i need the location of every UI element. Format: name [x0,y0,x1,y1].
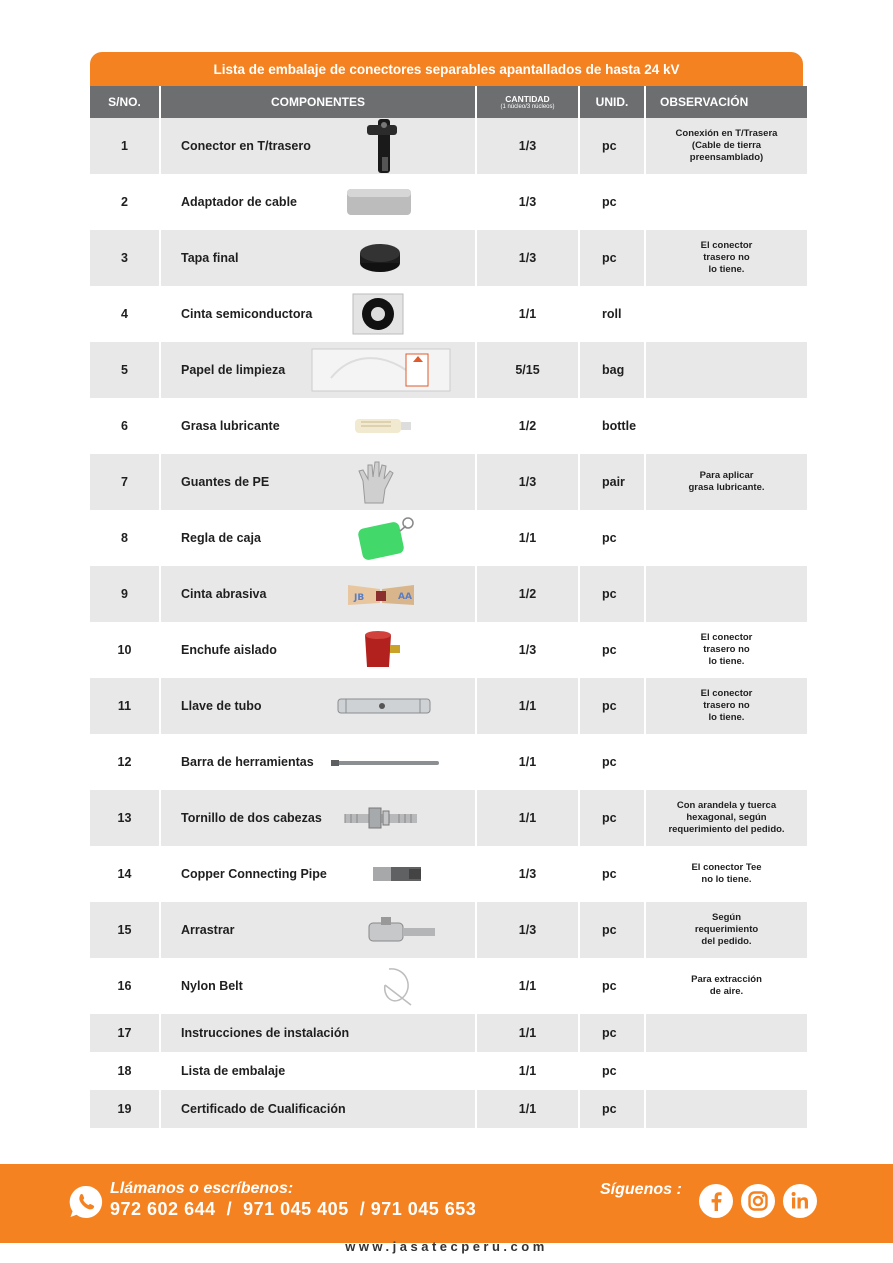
row-component [161,1014,475,1052]
row-number: 5 [90,342,159,398]
cable-adapter-icon [346,187,412,217]
component-name: Instrucciones de instalación [181,1026,350,1040]
drag-tool-icon [367,915,437,945]
table-row [90,622,807,678]
component-name: Tornillo de dos cabezas [181,811,322,825]
row-unit: pc [580,734,644,790]
row-component [161,118,475,174]
row-component [161,902,475,958]
cleaning-paper-icon [311,348,451,392]
observation-line: Para extracción [691,974,762,985]
table-row [90,958,807,1014]
row-number: 9 [90,566,159,622]
tube-wrench-icon [336,695,432,717]
row-observation [646,174,807,230]
component-name: Papel de limpieza [181,363,286,377]
observation-line: trasero no [703,700,750,711]
contact-footer [0,1164,893,1243]
component-name: Nylon Belt [181,979,243,993]
row-component [161,1090,475,1128]
row-component [161,846,475,902]
observation-line: hexagonal, según [686,812,767,823]
table-row [90,230,807,286]
table-row [90,342,807,398]
row-observation [646,230,807,286]
row-number: 12 [90,734,159,790]
component-name: Guantes de PE [181,475,270,489]
row-quantity: 1/1 [477,286,578,342]
observation-line: de aire. [709,986,744,997]
row-number: 17 [90,1014,159,1052]
grease-tube-icon [351,414,413,438]
header-unit: UNID. [580,86,644,118]
row-observation [646,342,807,398]
row-number: 1 [90,118,159,174]
row-quantity: 1/1 [477,678,578,734]
instagram-icon[interactable] [741,1184,775,1218]
row-quantity: 1/2 [477,398,578,454]
observation-line: del pedido. [701,936,752,947]
table-row [90,1014,807,1052]
row-quantity: 1/1 [477,1014,578,1052]
row-number: 13 [90,790,159,846]
row-quantity: 1/2 [477,566,578,622]
copper-pipe-icon [371,865,423,883]
row-observation [646,1014,807,1052]
table-row [90,846,807,902]
row-observation [646,286,807,342]
observation-line: (Cable de tierra [691,140,762,151]
component-name: Enchufe aislado [181,643,277,657]
double-bolt-icon [341,802,421,834]
row-quantity: 1/3 [477,174,578,230]
row-component [161,1052,475,1090]
abrasive-tape-icon [346,579,416,609]
observation-line: Conexión en T/Trasera [675,128,778,139]
row-unit: pc [580,1052,644,1090]
row-quantity: 1/1 [477,958,578,1014]
component-name: Arrastrar [181,923,235,937]
header-observation: OBSERVACIÓN [646,86,807,118]
header-sn: S/NO. [90,86,159,118]
row-unit: pc [580,902,644,958]
website-link[interactable]: www.jasatecperu.com [345,1239,548,1254]
table-row [90,118,807,174]
table-row [90,1090,807,1128]
row-component [161,286,475,342]
table-title: Lista de embalaje de conectores separables apantallados de hasta 24 kV [90,52,803,86]
table-row [90,902,807,958]
row-observation [646,902,807,958]
packing-table [88,86,809,1128]
row-observation [646,118,807,174]
row-observation [646,566,807,622]
observation-line: El conector [700,632,753,643]
observation-line: preensamblado) [689,152,764,163]
component-name: Cinta abrasiva [181,587,267,601]
row-unit: pc [580,846,644,902]
svg-text:JB: JB [354,593,365,603]
table-row [90,510,807,566]
row-unit: pair [580,454,644,510]
row-unit: bottle [580,398,644,454]
glove-icon [353,459,399,505]
row-number: 2 [90,174,159,230]
svg-text:AA: AA [398,592,412,602]
header-qty [477,86,578,118]
header-components: COMPONENTES [161,86,475,118]
observation-line: El conector Tee [691,862,762,873]
component-name: Adaptador de cable [181,195,297,209]
observation-line: Con arandela y tuerca [676,800,777,811]
row-quantity: 1/1 [477,790,578,846]
component-name: Certificado de Cualificación [181,1102,346,1116]
table-row [90,398,807,454]
follow-label: Síguenos : [600,1181,682,1198]
linkedin-icon[interactable] [783,1184,817,1218]
table-row [90,454,807,510]
end-cap-icon [359,243,401,273]
component-name: Conector en T/trasero [181,139,311,153]
row-unit: pc [580,230,644,286]
row-unit: pc [580,1014,644,1052]
observation-line: Según [711,912,742,923]
row-number: 6 [90,398,159,454]
tool-bar-icon [329,757,441,767]
row-observation [646,678,807,734]
table-row [90,678,807,734]
row-number: 4 [90,286,159,342]
observation-line: El conector [700,688,753,699]
observation-line: lo tiene. [708,656,745,667]
row-observation [646,398,807,454]
table-row [90,790,807,846]
observation-line: trasero no [703,252,750,263]
row-quantity: 5/15 [477,342,578,398]
row-number: 15 [90,902,159,958]
row-component [161,790,475,846]
call-label: Llámanos o escríbenos: [110,1180,294,1197]
observation-line: no lo tiene. [701,874,752,885]
row-component [161,678,475,734]
observation-line: requerimiento del pedido. [668,824,785,835]
insulated-plug-icon [359,629,403,671]
row-observation [646,958,807,1014]
row-observation [646,454,807,510]
row-quantity: 1/3 [477,902,578,958]
observation-line: requerimiento [694,924,759,935]
row-number: 19 [90,1090,159,1128]
row-component [161,342,475,398]
tape-measure-icon [356,515,418,561]
observation-line: trasero no [703,644,750,655]
row-unit: bag [580,342,644,398]
row-unit: pc [580,174,644,230]
row-unit: pc [580,958,644,1014]
table-row [90,174,807,230]
row-number: 18 [90,1052,159,1090]
row-component [161,622,475,678]
row-quantity: 1/1 [477,1090,578,1128]
row-number: 7 [90,454,159,510]
row-observation [646,622,807,678]
row-component [161,510,475,566]
row-quantity: 1/1 [477,510,578,566]
component-name: Lista de embalaje [181,1064,286,1078]
component-name: Llave de tubo [181,699,262,713]
row-component [161,958,475,1014]
row-quantity: 1/3 [477,230,578,286]
nylon-belt-icon [379,965,417,1007]
row-quantity: 1/1 [477,1052,578,1090]
header-qty-label: CANTIDAD [505,94,550,104]
phone-numbers[interactable]: 972 602 644 / 971 045 405 / 971 045 653 [110,1199,477,1219]
tape-roll-icon [351,292,405,336]
component-name: Grasa lubricante [181,419,280,433]
row-quantity: 1/1 [477,734,578,790]
row-unit: roll [580,286,644,342]
component-name: Barra de herramientas [181,755,314,769]
row-unit: pc [580,118,644,174]
packing-list [90,52,803,1128]
row-component [161,398,475,454]
row-number: 3 [90,230,159,286]
row-unit: pc [580,678,644,734]
table-row [90,286,807,342]
header-qty-sub: (1 núcleo/3 núcleos) [500,104,555,110]
row-quantity: 1/3 [477,454,578,510]
row-unit: pc [580,1090,644,1128]
component-name: Tapa final [181,251,239,265]
component-name: Regla de caja [181,531,261,545]
row-component [161,174,475,230]
table-row [90,734,807,790]
row-quantity: 1/3 [477,846,578,902]
row-component [161,566,475,622]
row-quantity: 1/3 [477,118,578,174]
observation-line: lo tiene. [708,712,745,723]
row-observation [646,790,807,846]
row-quantity: 1/3 [477,622,578,678]
row-observation [646,734,807,790]
row-component [161,454,475,510]
row-component [161,230,475,286]
observation-line: grasa lubricante. [688,482,765,493]
observation-line: Para aplicar [699,470,754,481]
row-observation [646,846,807,902]
row-number: 10 [90,622,159,678]
component-name: Cinta semiconductora [181,307,313,321]
row-observation [646,510,807,566]
row-unit: pc [580,622,644,678]
facebook-icon[interactable] [699,1184,733,1218]
row-observation [646,1052,807,1090]
whatsapp-icon[interactable] [68,1184,104,1220]
row-unit: pc [580,566,644,622]
row-unit: pc [580,790,644,846]
row-unit: pc [580,510,644,566]
observation-line: El conector [700,240,753,251]
observation-line: lo tiene. [708,264,745,275]
row-number: 14 [90,846,159,902]
table-row [90,566,807,622]
row-number: 8 [90,510,159,566]
row-number: 11 [90,678,159,734]
tee-connector-icon [361,117,403,175]
row-number: 16 [90,958,159,1014]
component-name: Copper Connecting Pipe [181,867,327,881]
row-observation [646,1090,807,1128]
table-row [90,1052,807,1090]
row-component [161,734,475,790]
